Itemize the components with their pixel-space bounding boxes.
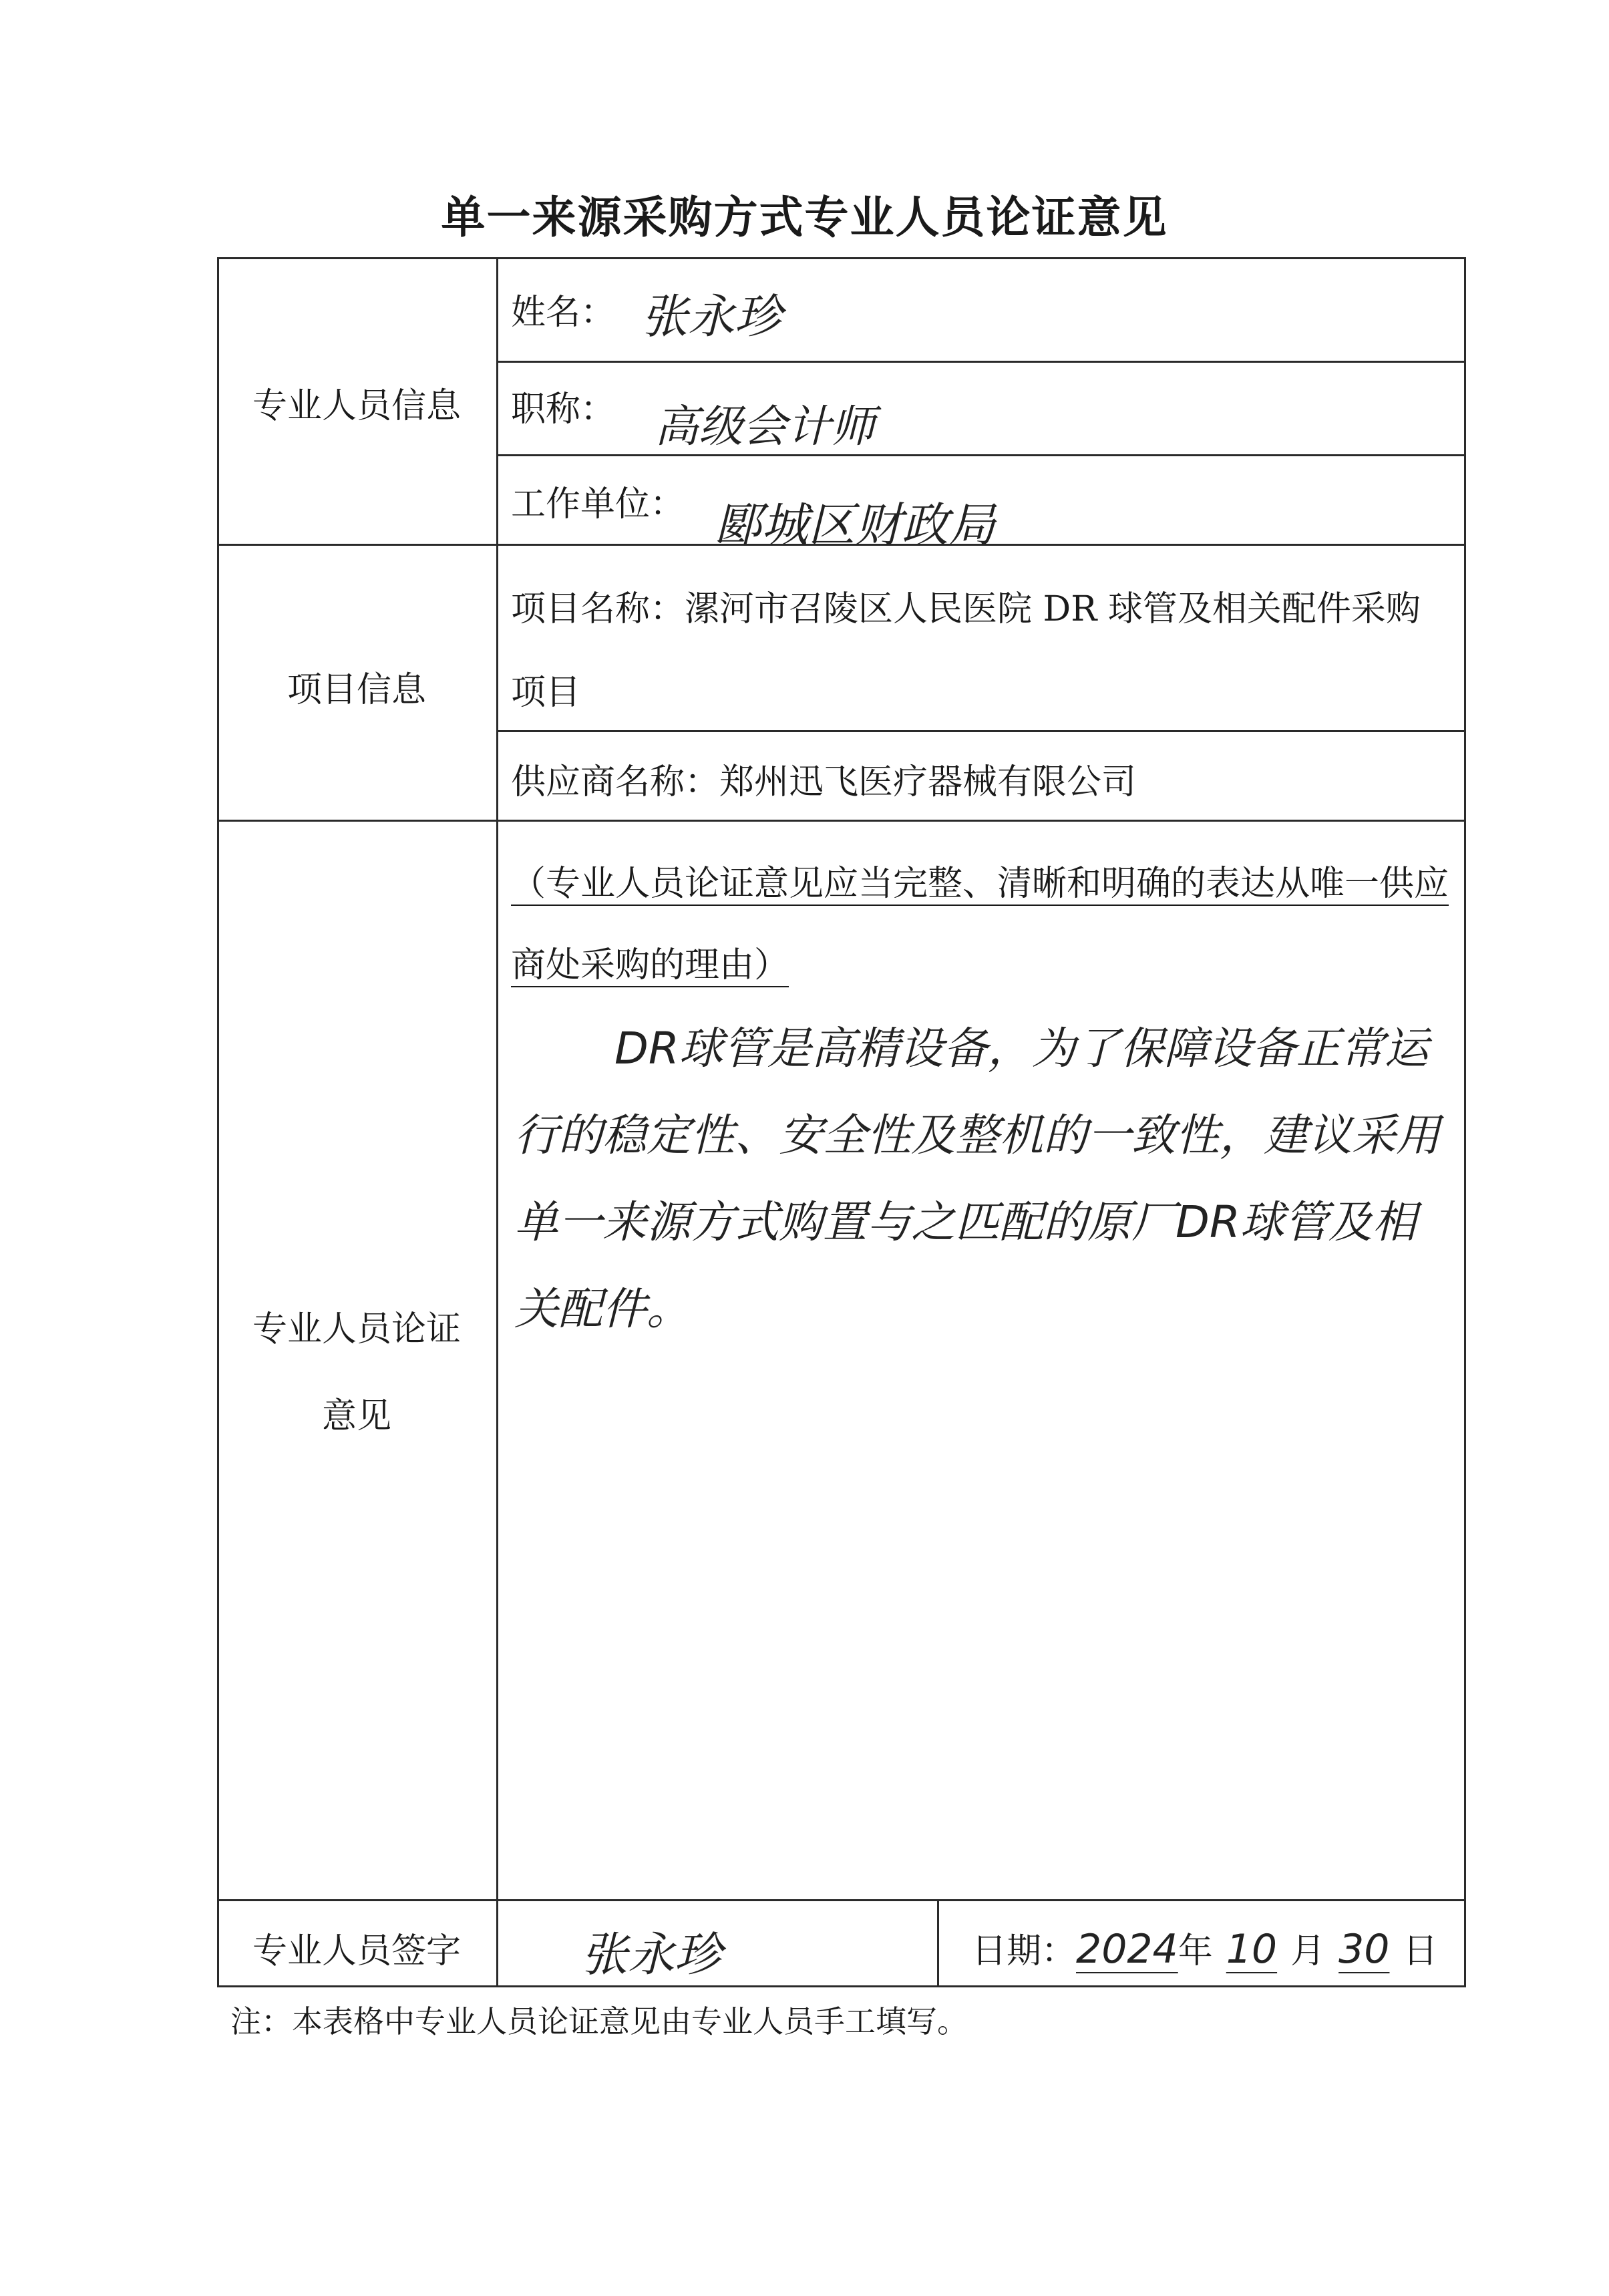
project-name-value: 漯河市召陵区人民医院 DR 球管及相关配件采购项目 bbox=[511, 589, 1421, 713]
name-label: 姓名： bbox=[511, 293, 616, 333]
footnote: 注：本表格中专业人员论证意见由专业人员手工填写。 bbox=[230, 2003, 968, 2039]
title-label: 职称： bbox=[511, 389, 616, 430]
section-divider bbox=[217, 820, 1466, 822]
column-divider bbox=[496, 257, 498, 1901]
project-name-label-text: 项目名称： bbox=[511, 589, 685, 629]
opinion-instruction: （专业人员论证意见应当完整、清晰和明确的表达从唯一供应商处采购的理由） bbox=[511, 864, 1449, 985]
personnel-info-label: 专业人员信息 bbox=[252, 386, 461, 426]
name-value: 张永珍 bbox=[641, 289, 781, 344]
date-month: 10 bbox=[1226, 1926, 1278, 1973]
signer-signature: 张永珍 bbox=[581, 1927, 721, 1982]
opinion-label-text: 专业人员论证意见 bbox=[252, 1309, 461, 1436]
date-field bbox=[972, 1923, 1437, 1973]
opinion-label bbox=[217, 1286, 496, 1460]
supplier-label bbox=[511, 754, 1136, 804]
date-divider bbox=[937, 1899, 939, 1987]
date-label: 日期： bbox=[972, 1931, 1077, 1971]
date-year: 2024 bbox=[1076, 1926, 1178, 1973]
section-divider bbox=[217, 1899, 1466, 1901]
document-title: 单一来源采购方式专业人员论证意见 bbox=[441, 192, 1168, 243]
opinion-text: DR球管是高精设备，为了保障设备正常运行的稳定性、安全性及整机的一致性，建议采用单一来源方式购置与之匹配的原厂DR球管及相关配件。 bbox=[514, 1023, 1440, 1335]
title-value: 高级会计师 bbox=[655, 401, 875, 452]
org-label: 工作单位： bbox=[511, 484, 685, 524]
month-unit: 月 bbox=[1290, 1931, 1326, 1971]
org-value: 郾城区财政局 bbox=[715, 498, 995, 552]
year-unit: 年 bbox=[1178, 1931, 1213, 1971]
day-unit: 日 bbox=[1403, 1931, 1438, 1971]
row-divider bbox=[496, 454, 1466, 456]
project-name-label bbox=[511, 568, 1453, 735]
signature-divider bbox=[496, 1899, 498, 1987]
date-day: 30 bbox=[1338, 1926, 1390, 1973]
supplier-value: 郑州迅飞医疗器械有限公司 bbox=[719, 762, 1137, 802]
supplier-label-text: 供应商名称： bbox=[511, 762, 720, 802]
signature-label: 专业人员签字 bbox=[252, 1931, 461, 1971]
project-info-label: 项目信息 bbox=[287, 670, 426, 710]
row-divider bbox=[496, 361, 1466, 363]
